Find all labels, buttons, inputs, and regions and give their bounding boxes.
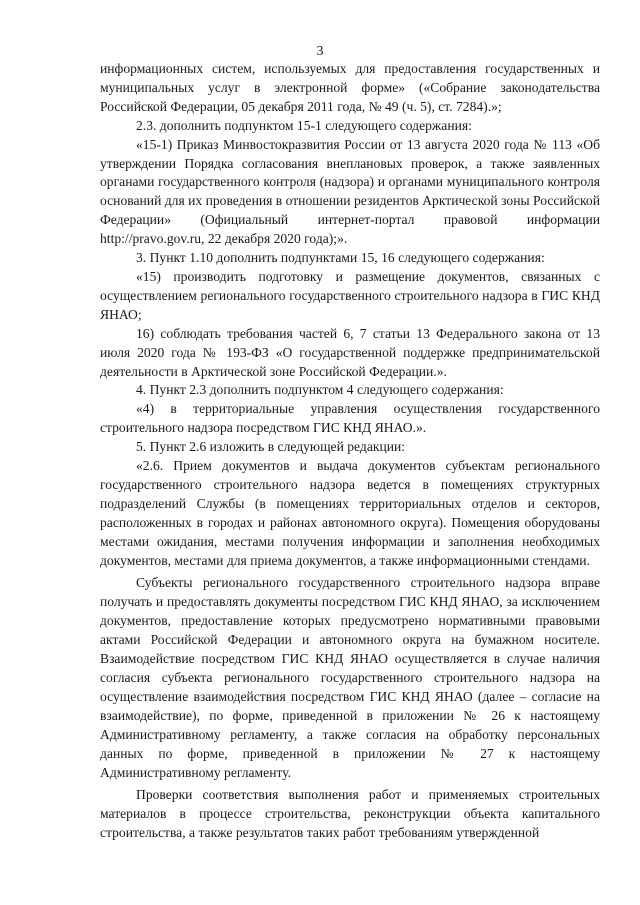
paragraph-subjects-rights: Субъекты регионального государственного строительного надзора вправе получать и предоставлять документы посредством ГИС КНД ЯНАО, за исключением документов, предоставление которых предусмотрено нормативными правовыми актами Российской Федерации и автономного округа на бумажном носителе. Взаимодействие посредством ГИС КНД ЯНАО осуществляется в случае наличия согласия субъекта регионального государственного строительного надзора на осуществление взаимодействия посредством ГИС КНД ЯНАО (далее – согласие на взаимодействие), по форме, приведенной в приложении № 26 к настоящему Административному регламенту, а также согласия на обработку персональных данных по форме, приведенной в приложении № 27 к настоящему Административному регламенту. — [100, 575, 600, 780]
paragraph-inspections: Проверки соответствия выполнения работ и применяемых строительных материалов в процессе строительства, реконструкции объекта капитального строительства, а также результатов таких работ требованиям утвержденной — [100, 787, 600, 841]
document-body — [100, 60, 600, 843]
paragraph-item-2-6: «2.6. Прием документов и выдача документов субъектам регионального государственного строительного надзора ведется в помещениях структурных подразделений Службы (в помещениях территориальных отделов и секторов, расположенных в городах и районах автономного округа). Помещения оборудованы местами ожидания, местами получения информации и заполнения необходимых документов, местами для приема документов, а также информационными стендами. — [100, 458, 600, 568]
paragraph-item-4: 4. Пункт 2.3 дополнить подпунктом 4 следующего содержания: — [136, 382, 504, 398]
paragraph-continuation: информационных систем, используемых для предоставления государственных и муниципальных услуг в электронной форме» («Собрание законодательства Российской Федерации, 05 декабря 2011 года, № 49 (ч. 5), ст. 7284).»; — [100, 61, 600, 114]
paragraph-subitem-15-1: «15-1) Приказ Минвостокразвития России от 13 августа 2020 года № 113 «Об утверждении Порядка согласования внеплановых проверок, а также заявленных органами государственного контроля (надзора) и органами муниципального контроля оснований для их проведения в отношении резидентов Арктической зоны Российской Федерации» (Официальный интернет-портал правовой информации http://pravo.gov.ru, 22 декабря 2020 года);». — [100, 136, 600, 247]
paragraph-subitem-15: «15) производить подготовку и размещение документов, связанных с осуществлением регионального государственного строительного надзора в ГИС КНД ЯНАО; — [100, 268, 600, 322]
paragraph-item-3: 3. Пункт 1.10 дополнить подпунктами 15, 16 следующего содержания: — [136, 250, 545, 266]
paragraph-subitem-16: 16) соблюдать требования частей 6, 7 статьи 13 Федерального закона от 13 июля 2020 года № 193-ФЗ «О государственной поддержке предпринимательской деятельности в Арктической зоне Российской Федерации.». — [100, 325, 600, 379]
paragraph-item-5: 5. Пункт 2.6 изложить в следующей редакции: — [136, 439, 406, 455]
paragraph-item-2-3: 2.3. дополнить подпунктом 15-1 следующего содержания: — [136, 117, 472, 133]
page-number: 3 — [316, 44, 324, 59]
paragraph-subitem-4: «4) в территориальные управления осуществления государственного строительного надзора посредством ГИС КНД ЯНАО.». — [100, 401, 600, 436]
